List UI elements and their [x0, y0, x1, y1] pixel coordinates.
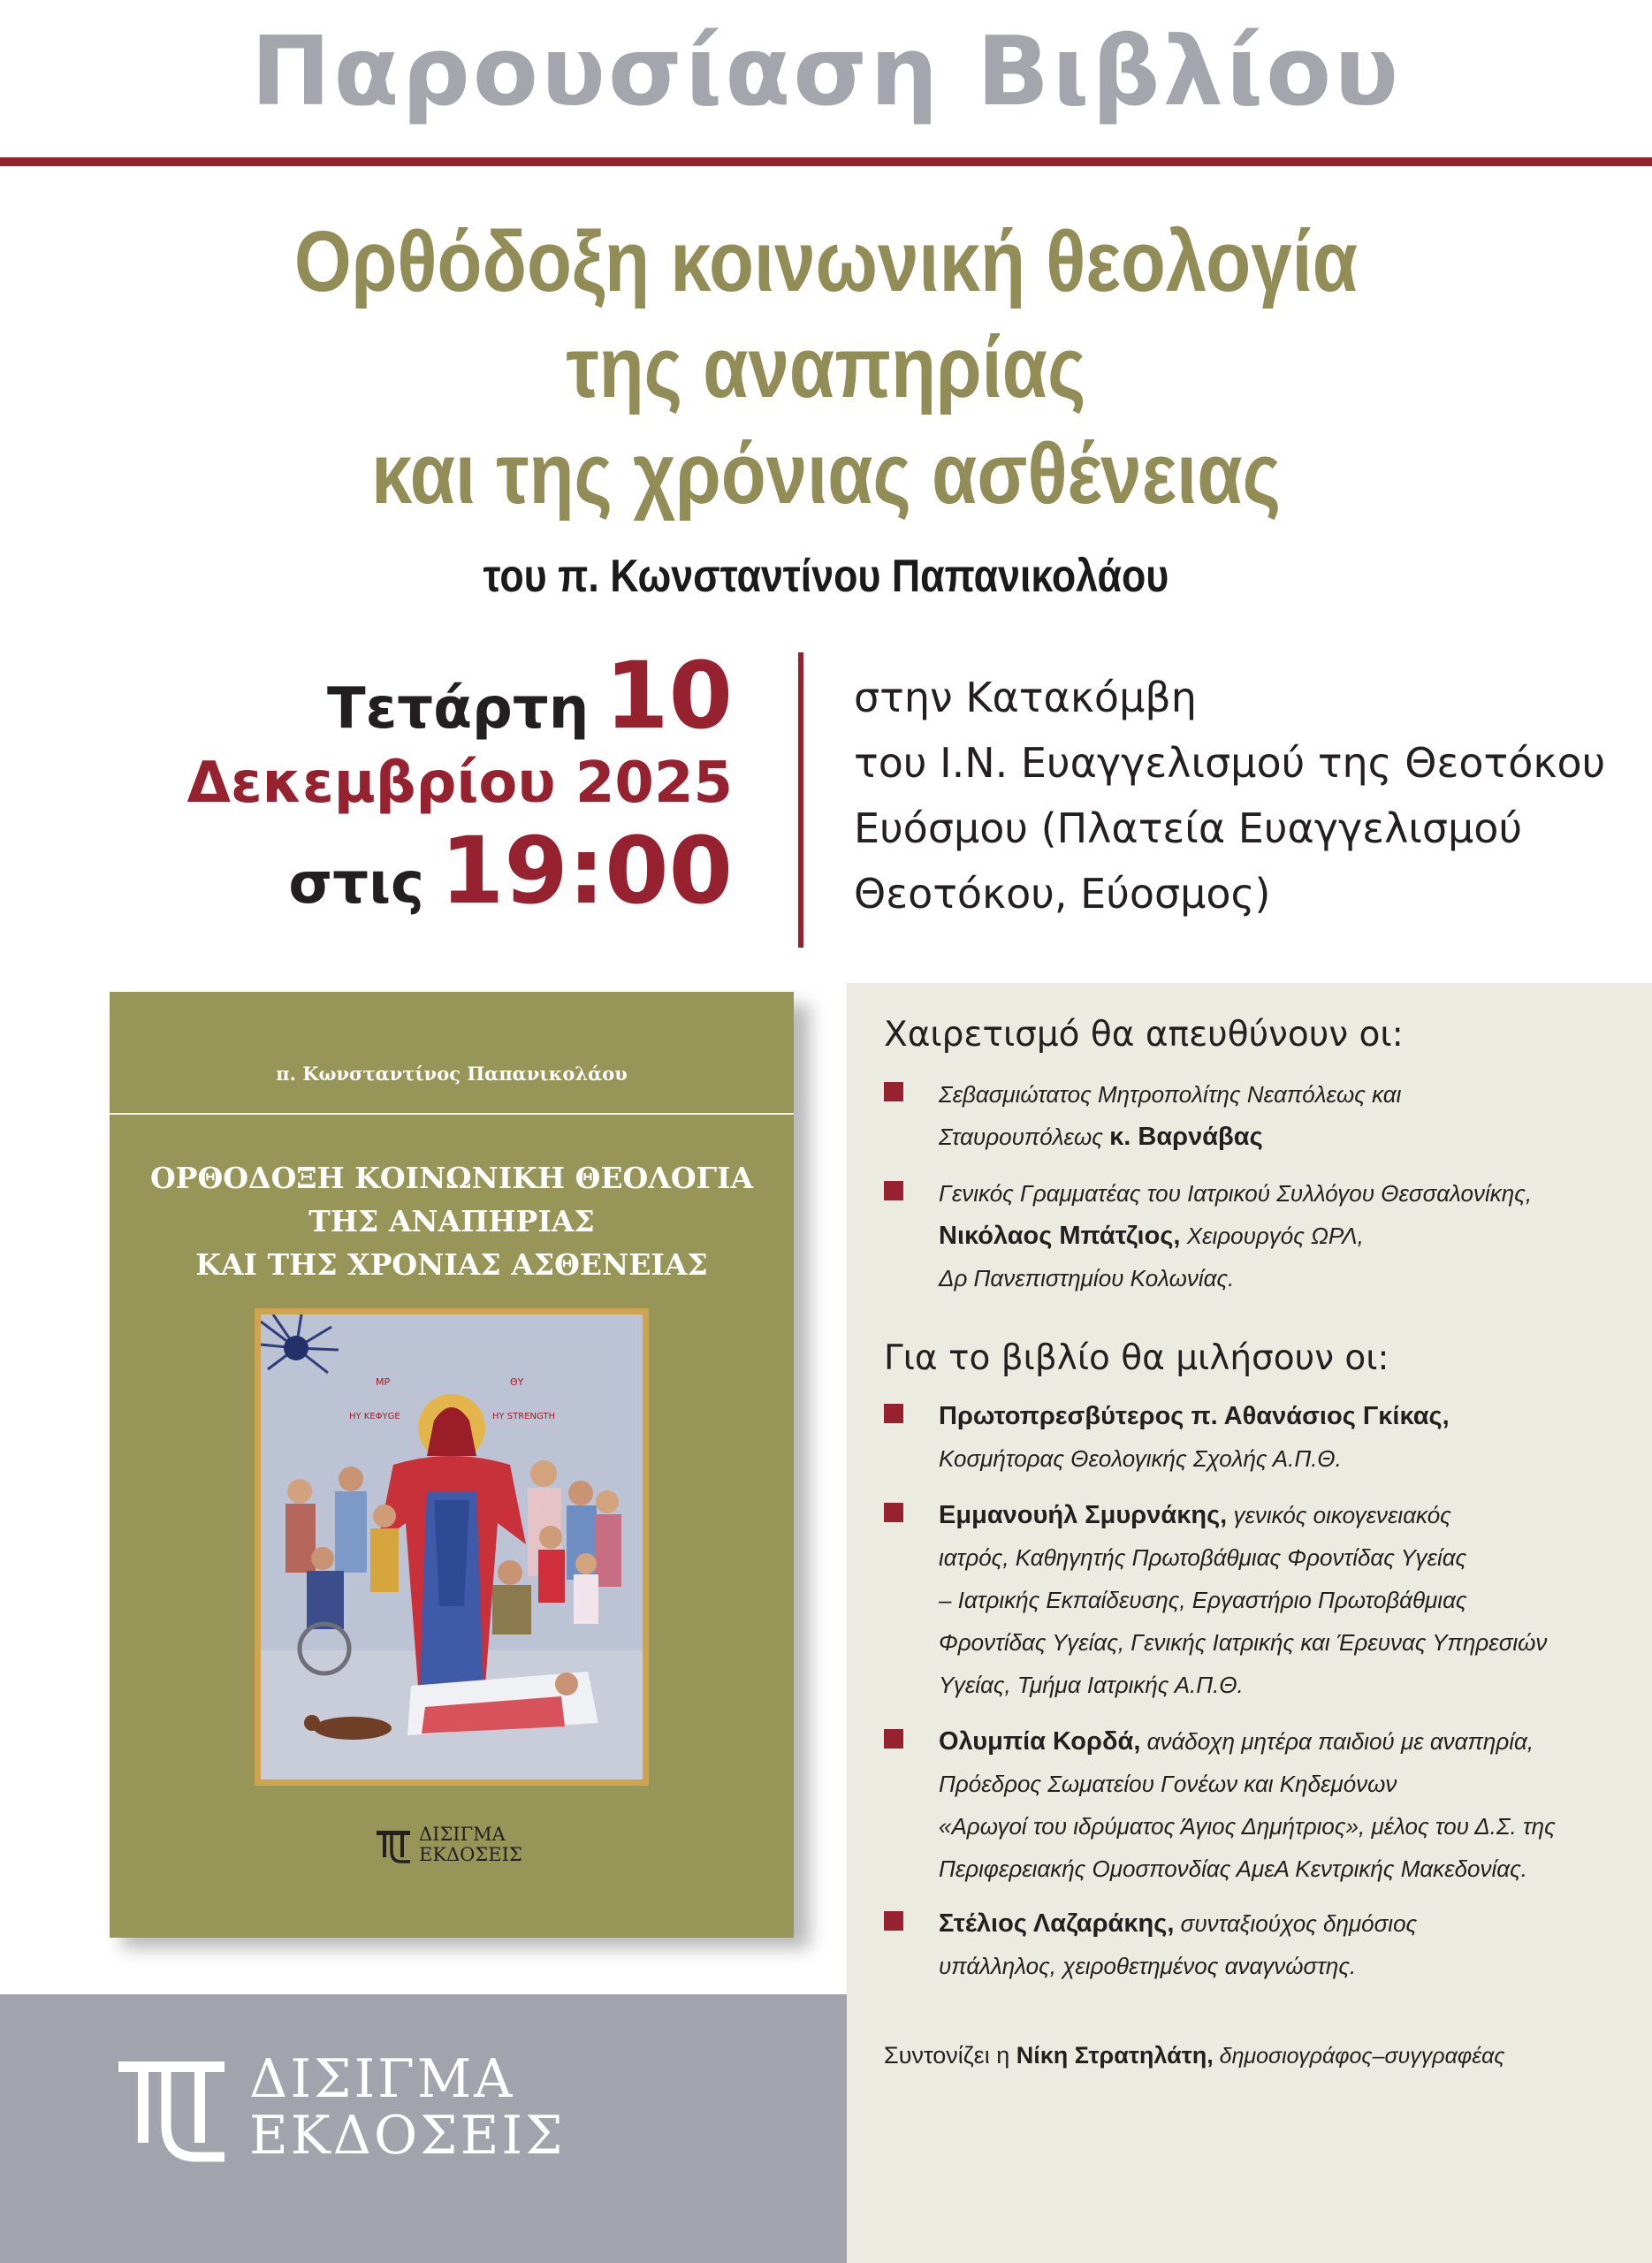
event-month-year: Δεκεμβρίου 2025: [187, 751, 733, 816]
icon-painting-image: [261, 1314, 643, 1779]
bullet-square-icon: [884, 1082, 903, 1101]
event-weekday: Τετάρτη: [326, 676, 590, 742]
book-title: [116, 209, 1536, 527]
speaker-item: Ολυμπία Κορδά, ανάδοχη μητέρα παιδιού με αναπηρία, Πρόεδρος Σωματείου Γονέων και Κηδεμόνων «Αρωγοί του ιδρύματος Άγιος Δημήτριος», μέλος του Δ.Σ. της Περιφερειακής Ομοσπονδίας ΑμεΑ Κεντρικής Μακεδονίας.: [884, 1720, 1626, 1890]
speaker-item: Στέλιος Λαζαράκης, συνταξιούχος δημόσιος υπάλληλος, χειροθετημένος αναγνώστης.: [884, 1902, 1626, 1987]
cover-title-line-1: ΟΡΘΟΔΟΞΗ ΚΟΙΝΩΝΙΚΗ ΘΕΟΛΟΓΙΑ: [149, 1161, 754, 1195]
poster-heading: Παρουσίαση Βιβλίου: [250, 17, 1402, 127]
cover-title: [110, 1156, 794, 1286]
event-date-block: [187, 642, 734, 925]
speakers-heading: Για το βιβλίο θα μιλήσουν οι:: [884, 1338, 1389, 1378]
bullet-square-icon: [884, 1404, 903, 1423]
publisher-logo-mark-icon: [115, 2054, 228, 2168]
book-title-line-3: και της χρόνιας ασθένειας: [370, 425, 1282, 522]
event-at-word: στις: [288, 851, 424, 917]
book-cover: [110, 992, 794, 1938]
publisher-logo-text: [249, 2048, 566, 2167]
event-time: 19:00: [439, 817, 733, 925]
icon-caption-left: ΗΥ ΚΕΦΥGΕ: [349, 1412, 400, 1421]
venue-line-1: στην Κατακόμβη: [854, 674, 1197, 721]
bullet-square-icon: [884, 1911, 903, 1931]
greeting-item: Γενικός Γραμματέας του Ιατρικού Συλλόγου Θεσσαλονίκης, Νικόλαος Μπάτζιος, Χειρουργός ΩΡΛ, Δρ Πανεπιστημίου Κολωνίας.: [884, 1172, 1626, 1299]
cover-publisher-line-2: ΕΚΔΟΣΕΙΣ: [419, 1844, 522, 1865]
event-day: 10: [605, 642, 733, 750]
cover-icon-painting: [255, 1308, 649, 1786]
cover-publisher-name: [419, 1825, 522, 1865]
cover-author: π. Κωνσταντίνος Παπανικολάου: [276, 1063, 628, 1085]
event-venue: [854, 665, 1605, 926]
date-venue-divider: [798, 652, 803, 948]
publisher-mark-icon: [375, 1828, 412, 1865]
book-title-line-1: Ορθόδοξη κοινωνική θεολογία: [293, 213, 1359, 309]
cover-publisher-line-1: ΔΙΣΙΓΜΑ: [419, 1824, 506, 1845]
icon-label-left: ΜΡ: [376, 1376, 391, 1388]
icon-label-right: ΘΥ: [510, 1376, 524, 1388]
speaker-item: Εμμανουήλ Σμυρνάκης, γενικός οικογενειακός ιατρός, Καθηγητής Πρωτοβάθμιας Φροντίδας Υγείας – Ιατρικής Εκπαίδευσης, Εργαστήριο Πρωτοβάθμιας Φροντίδας Υγείας, Γενικής Ιατρικής και Έρευνας Υπηρεσιών Υγείας, Τμήμα Ιατρικής Α.Π.Θ.: [884, 1494, 1626, 1706]
author-line: του π. Κωνσταντίνου Παπανικολάου: [483, 551, 1169, 602]
cover-title-line-2: ΤΗΣ ΑΝΑΠΗΡΙΑΣ: [308, 1204, 595, 1238]
icon-caption-right: ΗΥ STRENGTH: [492, 1412, 556, 1421]
venue-line-2: του Ι.Ν. Ευαγγελισμού της Θεοτόκου: [854, 739, 1606, 787]
cover-divider: [110, 1113, 794, 1115]
venue-line-4: Θεοτόκου, Εύοσμος): [854, 870, 1271, 918]
cover-title-line-3: ΚΑΙ ΤΗΣ ΧΡΟΝΙΑΣ ΑΣΘΕΝΕΙΑΣ: [195, 1247, 708, 1282]
bullet-square-icon: [884, 1181, 903, 1200]
publisher-logo-line-1: ΔΙΣΙΓΜΑ: [249, 2048, 515, 2110]
venue-line-3: Ευόσμου (Πλατεία Ευαγγελισμού: [854, 804, 1523, 852]
bullet-square-icon: [884, 1503, 903, 1522]
greeting-item: Σεβασμιώτατος Μητροπολίτης Νεαπόλεως και Σταυρουπόλεως κ. Βαρνάβας: [884, 1073, 1626, 1158]
speaker-item: Πρωτοπρεσβύτερος π. Αθανάσιος Γκίκας, Κοσμήτορας Θεολογικής Σχολής Α.Π.Θ.: [884, 1395, 1626, 1480]
cover-publisher-logo: [375, 1825, 552, 1878]
moderator-line: Συντονίζει η Νίκη Στρατηλάτη, δημοσιογράφος–συγγραφέας: [884, 2042, 1505, 2069]
bullet-square-icon: [884, 1729, 903, 1749]
header-divider: [0, 157, 1652, 166]
publisher-logo: [115, 2048, 566, 2175]
publisher-logo-line-2: ΕΚΔΟΣΕΙΣ: [249, 2105, 566, 2167]
book-title-line-2: της αναπηρίας: [566, 319, 1086, 415]
greetings-heading: Χαιρετισμό θα απευθύνουν οι:: [884, 1015, 1404, 1055]
